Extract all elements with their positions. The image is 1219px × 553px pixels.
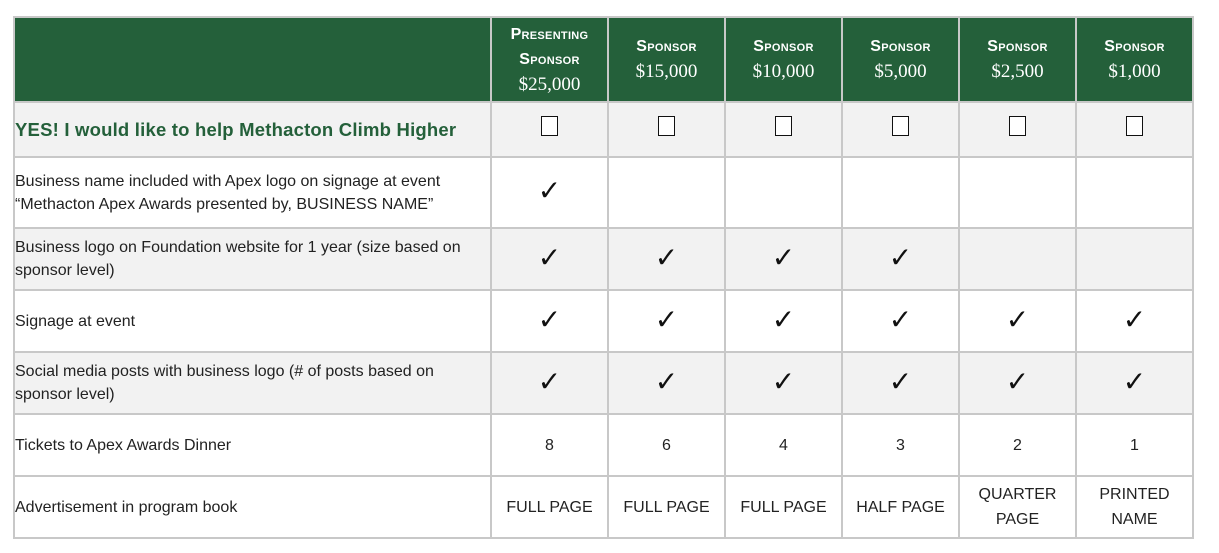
benefit-empty-cell xyxy=(725,157,842,228)
benefit-value: 2 xyxy=(1013,436,1022,454)
benefit-value-cell xyxy=(725,414,842,476)
tier-price: $15,000 xyxy=(635,61,698,82)
tier-price: $1,000 xyxy=(1108,61,1161,82)
benefit-value: QUARTER PAGE xyxy=(978,486,1057,528)
benefit-value-cell xyxy=(491,414,608,476)
checkbox-1000[interactable] xyxy=(1126,116,1143,136)
check-icon: ✓ xyxy=(1005,302,1030,336)
check-icon: ✓ xyxy=(1122,302,1147,336)
benefit-value: 6 xyxy=(662,436,671,454)
benefit-check-cell xyxy=(1076,352,1193,414)
benefit-value-cell xyxy=(608,414,725,476)
tier-name: Sponsor xyxy=(753,38,814,55)
benefit-value-cell xyxy=(608,476,725,538)
benefit-check-cell xyxy=(608,228,725,290)
checkbox-cell[interactable] xyxy=(608,102,725,157)
checkbox-cell[interactable] xyxy=(1076,102,1193,157)
benefit-check-cell xyxy=(725,228,842,290)
check-icon: ✓ xyxy=(888,240,913,274)
tier-header-5000 xyxy=(842,17,959,102)
tier-name: Sponsor xyxy=(870,38,931,55)
benefit-value-cell xyxy=(842,476,959,538)
benefit-value: 8 xyxy=(545,436,554,454)
check-icon: ✓ xyxy=(537,302,562,336)
tier-name: Presenting xyxy=(510,25,589,43)
benefit-value-cell xyxy=(491,476,608,538)
tier-price: $2,500 xyxy=(991,61,1044,82)
benefit-check-cell xyxy=(491,290,608,352)
benefit-check-cell xyxy=(725,352,842,414)
check-icon: ✓ xyxy=(771,302,796,336)
benefit-value-cell xyxy=(1076,476,1193,538)
benefit-value: 1 xyxy=(1130,436,1139,454)
benefit-label: Tickets to Apex Awards Dinner xyxy=(14,414,491,476)
benefit-row xyxy=(14,352,1193,414)
check-icon: ✓ xyxy=(1122,364,1147,398)
benefit-value: FULL PAGE xyxy=(623,498,710,516)
benefit-check-cell xyxy=(608,352,725,414)
benefit-empty-cell xyxy=(1076,228,1193,290)
benefit-check-cell xyxy=(959,352,1076,414)
benefit-row xyxy=(14,228,1193,290)
check-icon: ✓ xyxy=(537,174,562,207)
checkbox-presenting[interactable] xyxy=(541,116,558,136)
check-icon: ✓ xyxy=(654,364,679,398)
benefit-label: Business logo on Foundation website for 1 year (size based on sponsor level) xyxy=(14,228,491,290)
checkbox-cell[interactable] xyxy=(491,102,608,157)
benefit-empty-cell xyxy=(959,157,1076,228)
benefit-value-cell xyxy=(959,414,1076,476)
benefit-check-cell xyxy=(959,290,1076,352)
check-icon: ✓ xyxy=(888,302,913,336)
benefit-check-cell xyxy=(842,228,959,290)
benefit-check-cell xyxy=(491,157,608,228)
tier-price: $10,000 xyxy=(752,61,815,82)
benefit-empty-cell xyxy=(608,157,725,228)
benefit-value: HALF PAGE xyxy=(856,498,945,516)
tier-price: $5,000 xyxy=(874,61,927,82)
tier-header-1000 xyxy=(1076,17,1193,102)
benefit-value-cell xyxy=(725,476,842,538)
sponsorship-table xyxy=(13,16,1194,539)
tier-name: Sponsor xyxy=(1104,38,1165,55)
check-icon: ✓ xyxy=(537,364,562,398)
benefit-value: 3 xyxy=(896,436,905,454)
benefit-check-cell xyxy=(842,352,959,414)
benefit-check-cell xyxy=(725,290,842,352)
header-corner xyxy=(14,17,491,102)
check-icon: ✓ xyxy=(654,240,679,274)
checkbox-cell[interactable] xyxy=(842,102,959,157)
benefit-label: Advertisement in program book xyxy=(14,476,491,538)
benefit-value: PRINTED NAME xyxy=(1099,486,1170,528)
checkbox-10000[interactable] xyxy=(775,116,792,136)
check-icon: ✓ xyxy=(537,240,562,274)
benefit-label: Social media posts with business logo (# of posts based on sponsor level) xyxy=(14,352,491,414)
benefit-row xyxy=(14,157,1193,228)
tier-header-10000 xyxy=(725,17,842,102)
benefit-check-cell xyxy=(1076,290,1193,352)
check-icon: ✓ xyxy=(888,364,913,398)
check-icon: ✓ xyxy=(771,364,796,398)
check-icon: ✓ xyxy=(1005,364,1030,398)
benefit-value: 4 xyxy=(779,436,788,454)
benefit-value-cell xyxy=(959,476,1076,538)
tier-header-15000 xyxy=(608,17,725,102)
benefit-value-cell xyxy=(842,414,959,476)
benefit-check-cell xyxy=(608,290,725,352)
benefit-empty-cell xyxy=(959,228,1076,290)
tier-name: Sponsor xyxy=(636,38,697,55)
benefit-label: Signage at event xyxy=(14,290,491,352)
tier-name: Sponsor xyxy=(987,38,1048,55)
benefit-row xyxy=(14,476,1193,538)
check-icon: ✓ xyxy=(771,240,796,274)
header-row xyxy=(14,17,1193,102)
benefit-row xyxy=(14,414,1193,476)
checkbox-2500[interactable] xyxy=(1009,116,1026,136)
tier-name: Sponsor xyxy=(519,50,580,68)
benefit-value: FULL PAGE xyxy=(506,498,593,516)
benefit-check-cell xyxy=(842,290,959,352)
benefit-label: Business name included with Apex logo on signage at event “Methacton Apex Awards presented by, BUSINESS NAME” xyxy=(14,157,491,228)
tier-header-2500 xyxy=(959,17,1076,102)
benefit-rows xyxy=(14,157,1193,538)
benefit-value-cell xyxy=(1076,414,1193,476)
benefit-value: FULL PAGE xyxy=(740,498,827,516)
benefit-empty-cell xyxy=(842,157,959,228)
tier-price: $25,000 xyxy=(518,73,581,95)
yes-label: YES! I would like to help Methacton Climb Higher xyxy=(14,102,491,157)
checkbox-cell[interactable] xyxy=(959,102,1076,157)
checkbox-5000[interactable] xyxy=(892,116,909,136)
checkbox-cell[interactable] xyxy=(725,102,842,157)
benefit-check-cell xyxy=(491,228,608,290)
tier-header-presenting xyxy=(491,17,608,102)
benefit-empty-cell xyxy=(1076,157,1193,228)
yes-row xyxy=(14,102,1193,157)
checkbox-15000[interactable] xyxy=(658,116,675,136)
check-icon: ✓ xyxy=(654,302,679,336)
benefit-check-cell xyxy=(491,352,608,414)
benefit-row xyxy=(14,290,1193,352)
